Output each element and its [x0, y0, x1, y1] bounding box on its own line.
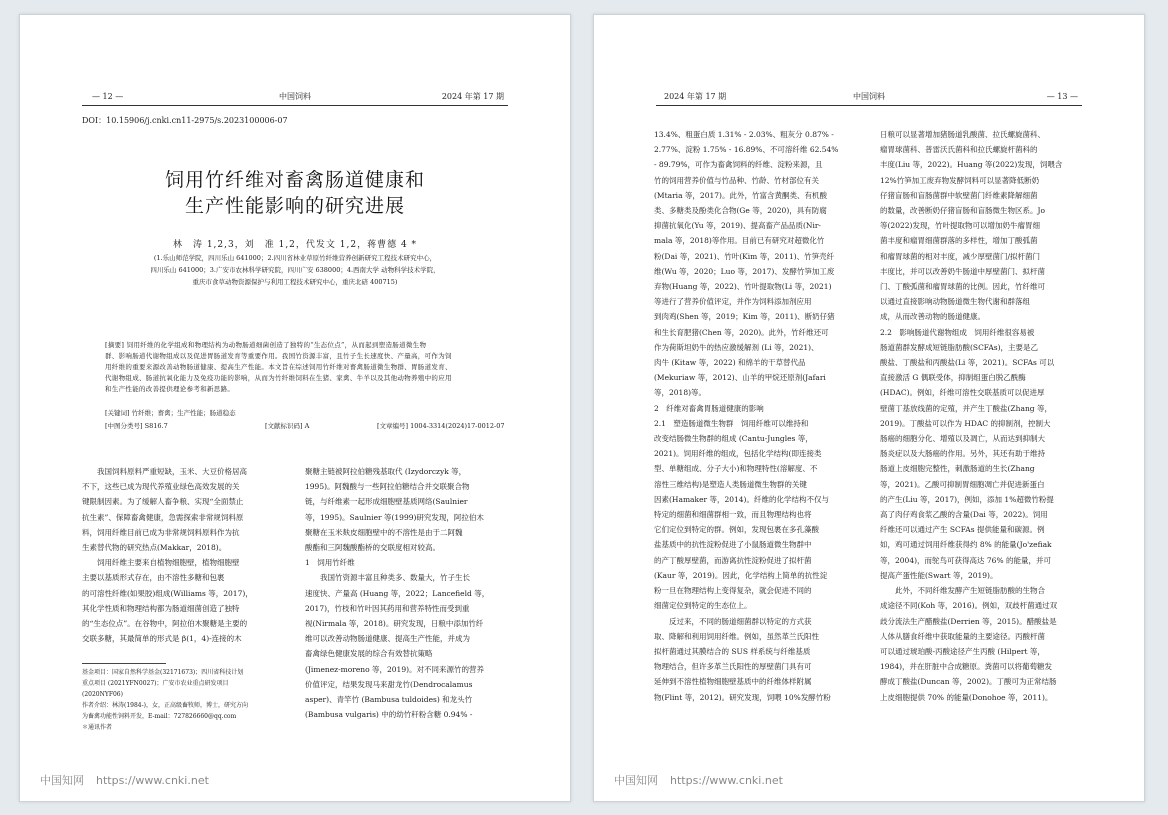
footnote-line: (2020NYF06): [82, 691, 123, 698]
paragraph-line: 链，与纤维素一起形成细胞壁基质网络(Saulnier: [305, 497, 468, 507]
paragraph-line: 和生长育肥猪(Chen 等，2020)。此外，竹纤维还可: [654, 327, 829, 337]
paragraph-line: 视(Nirmala 等，2018)。研究发现，日粮中添加竹纤: [305, 619, 484, 629]
paragraph-line: 13.4%、粗蛋白质 1.31% - 2.03%、粗灰分 0.87% -: [654, 130, 834, 139]
paragraph-line: 改变结肠微生物群的组成 (Cantu-Jungles 等，: [654, 434, 813, 444]
paragraph-line: 仔猪盲肠和盲肠菌群中软壁菌门纤维素降解细菌: [880, 190, 1038, 200]
footnotes: [82, 667, 287, 733]
body-column-2: [305, 464, 513, 722]
paragraph: 反过来，不同的肠道细菌群以特定的方式获: [669, 616, 812, 626]
affiliation-line: 重庆市食草动物资源保护与利用工程技术研究中心，重庆北碚 400715): [192, 278, 398, 286]
article-title: [82, 167, 508, 219]
issue-label: 2024 年第 17 期: [664, 92, 727, 101]
paragraph-line: 的可溶性纤维(如果胶)组成(Williams 等，2017)，: [82, 588, 253, 598]
abstract-line: 用纤维的重要来源改善动物肠道健康、提高生产性能。本文旨在综述饲用竹纤维对畜禽肠道微生物群、胃肠道发育、: [105, 363, 452, 371]
paragraph-line: 歧分流法生产醋酸盐(Derrien 等，2015)。醋酸盐是: [880, 616, 1057, 626]
paragraph-line: 可以通过琥珀酸-丙酸途径产生丙酸 (Hilpert 等，: [880, 646, 1045, 656]
paragraph-line: 肠癌的细胞分化、增殖以及凋亡，从而达到抑制大: [880, 434, 1045, 444]
issue-label: 2024 年第 17 期: [441, 92, 504, 101]
paragraph-line: 维可以改善动物肠道健康、提高生产性能，并成为: [305, 634, 470, 644]
abstract-line: 代谢物组成、肠道抗氧化能力及免疫功能的影响，从而为竹纤维饲料在生猪、家禽、牛羊以及其他动物养殖中的应用: [105, 374, 452, 382]
paragraph-line: 酵成丁酸盐(Duncan 等，2002)。丁酸可为正常结肠: [880, 677, 1057, 687]
paragraph-line: 肠道菌群发酵成短链脂肪酸(SCFAs)，主要是乙: [880, 342, 1039, 352]
abstract-line: 和生产性能的改善提供理论参考和新思路。: [105, 385, 235, 393]
footnote-line: 基金项目：国家自然科学基金(32171673)；四川省科技计划: [82, 669, 244, 676]
affiliations: [110, 252, 480, 288]
paragraph-line: 其化学性质和物理结构都为肠道细菌创造了独特: [82, 603, 240, 613]
paragraph-line: 物理结合，但许多革兰氏阳性的厚壁菌门具有可: [654, 662, 812, 672]
paragraph-line: 主要以基质形式存在，由不溶性多糖和包裹: [82, 573, 225, 583]
paragraph: 我国饲料原料严重短缺，玉米、大豆价格居高: [97, 467, 247, 476]
paragraph-line: 特定的细菌和细菌群相一致，而且物理结构也将: [654, 510, 812, 520]
journal-name: 中国饲料: [279, 92, 311, 101]
paragraph-line: 生素替代物的研究热点(Makkar，2018)。: [82, 543, 227, 553]
paragraph-line: 门、丁酸弧菌和瘤胃球菌的比例。因此，竹纤维可: [880, 282, 1045, 292]
paragraph-line: 的“生态位点”。在谷物中，阿拉伯木聚糖是主要的: [82, 619, 248, 629]
paragraph-line: 等，2018)等。: [654, 388, 707, 398]
paragraph-line: 上皮细胞提供 70% 的能量(Donohoe 等，2011)。: [880, 692, 1053, 702]
paragraph-line: 瘤胃球菌科、普雷沃氏菌科和拉氏螺旋杆菌科的: [880, 145, 1038, 155]
doi: DOI：10.15906/j.cnki.cn11-2975/s.2023100006-07: [82, 116, 288, 125]
paragraph-line: 拟杆菌通过其膜结合的 SUS 样系统与纤维基质: [654, 646, 811, 656]
paragraph-line: (Kaur 等，2019)。因此，化学结构上简单的抗性淀: [654, 570, 828, 580]
paragraph-line: 抗生素”、保障畜禽健康，急需探索非常规饲料原: [82, 512, 244, 522]
paragraph-line: 因素(Hamaker 等，2014)。纤维的化学结构不仅与: [654, 494, 829, 504]
paragraph-line: 纤维还可以通过产生 SCFAs 提供能量和碳源。例: [880, 525, 1045, 535]
body-column-2: [880, 127, 1090, 705]
page-right: [593, 14, 1145, 802]
paragraph-line: mala 等，2018)等作用。目前已有研究对超微化竹: [654, 236, 825, 246]
paragraph-line: 丰度比，并可以改善奶牛肠道中厚壁菌门、拟杆菌: [880, 266, 1045, 276]
page-number: — 13 —: [1046, 92, 1078, 101]
paragraph-line: 粉一旦在物理结构上变得复杂，就会促进不同的: [654, 586, 812, 596]
paragraph-line: 弃物(Huang 等，2022)、竹叶提取物(Li 等，2021): [654, 282, 832, 292]
paragraph-line: 键限制因素。为了缓解人畜争粮、实现“全面禁止: [82, 497, 244, 507]
paragraph-line: (HDAC)。例如，纤维可溶性交联基质可以促进厚: [880, 388, 1045, 398]
title-line: 饲用竹纤维对畜禽肠道健康和: [164, 169, 425, 191]
body-column-1: [82, 464, 287, 646]
paragraph-line: 等进行了营养价值评定，并作为饲料添加剂应用: [654, 297, 812, 307]
paragraph-line: 交联多糖，其最简单的形式是 β(1，4)-连接的木: [82, 634, 242, 644]
body-column-1: [654, 127, 864, 705]
paragraph-line: 粉(Dai 等，2021)、竹叶(Kim 等，2011)、竹笋壳纤: [654, 251, 835, 261]
subsection-heading: 2.2 影响肠道代谢物组成 饲用纤维很容易被: [880, 327, 1035, 337]
keywords: [关键词] 竹纤维；畜禽；生产性能；肠道稳态: [105, 409, 236, 417]
paragraph-line: 它们定位到特定的群。例如，发现包裹在多孔藻酸: [654, 525, 819, 535]
paragraph-line: 酸酯和三阿魏酸酯桥的交联度相对较高。: [305, 543, 440, 553]
paragraph-line: 2017)，竹枝和竹叶因其药用和营养特性而受到重: [305, 603, 470, 613]
paragraph: 饲用纤维主要来自植物细胞壁，植物细胞壁: [97, 558, 240, 568]
paragraph-line: 抑菌抗氧化(Yu 等，2019)、提高畜产品品质(Nir-: [654, 221, 821, 231]
page-number: — 12 —: [92, 92, 124, 101]
paragraph-line: 菌丰度和瘤胃细菌群落的多样性，增加丁酸弧菌: [880, 236, 1038, 246]
paragraph-line: (Mekuriaw 等，2012)、山羊的甲烷还原剂(Jafari: [654, 373, 826, 383]
paragraph-line: 物(Flint 等，2012)。研究发现，饲喂 10%发酵竹粉: [654, 692, 831, 702]
running-header: [656, 91, 1082, 106]
footnote-line: 作者介绍：林涛(1984-)，女，正高级畜牧师，博士，研究方向: [82, 702, 248, 709]
paragraph-line: 溶性三维结构)是塑造人类肠道微生物群的关键: [654, 479, 807, 489]
paragraph-line: 和瘤胃球菌的相对丰度，减少厚壁菌门/拟杆菌门: [880, 251, 1041, 261]
paragraph-line: 1995)。阿魏酸与一些阿拉伯糖结合并交联聚合物: [305, 482, 470, 492]
watermark-brand: 中国知网: [40, 774, 84, 787]
watermark-url: https://www.cnki.net: [670, 774, 783, 787]
watermark-brand: 中国知网: [614, 774, 658, 787]
paragraph-line: (Jimenez-moreno 等，2019)。对不同来源竹的营养: [305, 664, 485, 674]
paragraph-line: 的数量，改善断奶仔猪盲肠和盲肠微生物区系。Jo: [880, 206, 1046, 216]
paragraph-line: - 89.79%，可作为畜禽饲料的纤维、淀粉来源，且: [654, 160, 823, 170]
paragraph-line: 壁菌丁基放线菌的定殖，并产生丁酸盐(Zhang 等，: [880, 403, 1052, 413]
authors: 林 涛 1,2,3，刘 准 1,2，代发文 1,2，蒋曹德 4 *: [172, 240, 418, 250]
affiliation-line: 四川乐山 641000；3.广安市农林科学研究院，四川广安 638000；4.西南大学 动物科学技术学院，: [150, 266, 440, 274]
paragraph-line: 人体从膳食纤维中获取能量的主要途径。丙酸杆菌: [880, 631, 1045, 641]
cnki-watermark: [614, 772, 783, 788]
paragraph-line: 1984)，并在肝脏中合成糖原。粪菌可以将葡萄糖发: [880, 662, 1053, 672]
paragraph-line: 肠道上皮细胞完整性，刺激肠道的生长(Zhang: [880, 464, 1035, 474]
watermark-url: https://www.cnki.net: [96, 774, 209, 787]
paragraph-line: 维(Wu 等，2020；Luo 等，2017)、发酵竹笋加工废: [654, 266, 835, 276]
abstract: [105, 340, 495, 395]
paragraph-line: 肠炎症以及大肠癌的作用。另外，其还有助于维持: [880, 449, 1045, 459]
footnote-line: 为畜禽功能性饲料开发，E-mail：727826660@qq.com: [82, 713, 237, 720]
paragraph-line: 类、多糖类及酚类化合物(Ge 等，2020)，具有防腐: [654, 206, 827, 216]
paragraph-line: 丰度(Liu 等，2022)。Huang 等(2022)发现，饲喂含: [880, 160, 1063, 170]
paragraph-line: 盐基质中的抗性淀粉促进了小鼠肠道微生物群中: [654, 540, 812, 550]
affiliation-line: (1.乐山师范学院，四川乐山 641000；2.四川省林业草原竹纤维营养创新研究工程技术研究中心，: [153, 254, 437, 262]
section-heading: 2 纤维对畜禽胃肠道健康的影响: [654, 403, 764, 413]
running-header: [82, 91, 508, 106]
paragraph-line: 日粮可以显著增加猪肠道乳酸菌、拉氏螺旋菌科、: [880, 130, 1045, 139]
paragraph-line: 12%竹笋加工废弃物发酵饲料可以显著降低断奶: [880, 175, 1040, 185]
abstract-line: [摘要] 饲用纤维的化学组成和物理结构为动物肠道细菌创造了独特的“生态位点”，从而起到塑造肠道微生物: [105, 341, 427, 349]
paragraph-line: 2021)。饲用纤维的组成，包括化学结构(即连接类: [654, 449, 822, 459]
paragraph-line: 畜禽绿色健康发展的综合有效替抗策略: [305, 649, 433, 659]
paragraph-line: 取、降解和利用饲用纤维。例如，虽然革兰氏阳性: [654, 631, 819, 641]
footnote-line: 重点项目 (2021YFN0027)；广安市农业重点研发项目: [82, 680, 229, 687]
page-left: [19, 14, 571, 802]
paragraph-line: 作为荷斯坦奶牛的热应激缓解剂 (Li 等，2021)、: [654, 342, 819, 352]
paragraph-line: 成，从而改善动物的肠道健康。: [880, 312, 985, 322]
document-code: [文献标识码] A: [265, 422, 310, 430]
paragraph-line: 细菌定位到特定的生态位上。: [654, 601, 752, 611]
paragraph-line: 的产生(Liu 等，2017)，例如，添加 1%超微竹粉提: [880, 494, 1054, 504]
journal-name: 中国饲料: [853, 92, 885, 101]
paragraph-line: 成途径不同(Koh 等，2016)。例如，双歧杆菌通过双: [880, 601, 1058, 611]
paragraph-line: 型、单糖组成、分子大小)和物理特性(溶解度、不: [654, 464, 818, 474]
paragraph-line: 到肉鸡(Shen 等，2019；Kim 等，2011)、断奶仔猪: [654, 312, 835, 322]
paragraph-line: asper)、青竿竹 (Bambusa tuldoides) 和龙头竹: [305, 695, 473, 705]
subsection-heading: 2.1 塑造肠道微生物群 饲用纤维可以维持和: [654, 418, 809, 428]
abstract-line: 群、影响肠道代谢物组成以及促进胃肠道发育等重要作用。我国竹资源丰富，且竹子生长速度快、产量高，可作为饲: [105, 352, 452, 360]
paragraph-line: 竹的饲用营养价值与竹品种、竹龄、竹材部位有关: [654, 175, 819, 185]
paragraph-line: 2019)。丁酸盐可以作为 HDAC 的抑制剂，控制大: [880, 418, 1051, 428]
footnote-line: ＊通讯作者: [82, 724, 113, 731]
paragraph: 我国竹资源丰富且种类多、数量大，竹子生长: [320, 573, 470, 583]
paragraph-line: 提高产蛋性能(Swart 等，2019)。: [880, 570, 998, 580]
paragraph-line: 肉牛 (Kitaw 等，2022) 和绵羊的干草替代品: [654, 358, 806, 368]
paragraph-line: 直接激活 G 偶联受体，抑制组蛋白脱乙酰酶: [880, 373, 1026, 383]
footnote-divider: [82, 663, 166, 664]
cnki-watermark: [40, 772, 209, 788]
paragraph-line: 如，鸡可通过饲用纤维获得约 8% 的能量(Jo'zefiak: [880, 540, 1052, 550]
paragraph-line: 料，饲用纤维目前已成为非常规饲料原料作为抗: [82, 527, 240, 537]
paragraph-line: 以通过直接影响动物肠道微生物代谢和群落组: [880, 297, 1030, 307]
paragraph-line: 酸盐、丁酸盐和丙酸盐(Li 等，2021)。SCFAs 可以: [880, 358, 1055, 368]
paragraph-line: 聚糖在玉米麸皮细胞壁中的不溶性是由于二阿魏: [305, 527, 463, 537]
paragraph-line: 2.77%、淀粉 1.75% - 16.89%、不可溶纤维 62.54%: [654, 145, 839, 155]
paragraph-line: 延伸到不溶性植物细胞壁基质中的纤维体样附属: [654, 677, 812, 687]
paragraph-line: (Bambusa vulgaris) 中的幼竹秆粉含糖 0.94% -: [305, 710, 473, 720]
clc-number: [中图分类号] S816.7: [105, 422, 168, 430]
paragraph-line: 不下，这些已成为现代养殖业绿色高效发展的关: [82, 482, 240, 492]
paragraph-line: 等，1995)。Saulnier 等(1999)研究发现，阿拉伯木: [305, 512, 484, 522]
paragraph-line: 聚糖主链被阿拉伯糖残基取代 (Izydorczyk 等，: [305, 467, 467, 476]
paragraph-line: (Mtaria 等，2017)。此外，竹富含黄酮类、有机酸: [654, 190, 827, 200]
paragraph-line: 等(2022)发现，竹叶提取物可以增加奶牛瘤胃细: [880, 221, 1040, 231]
title-line: 生产性能影响的研究进展: [184, 195, 405, 217]
paragraph-line: 等，2004)，而鸵鸟可获得高达 76% 的能量，并可: [880, 555, 1051, 565]
article-number: [文章编号] 1004-3314(2024)17-0012-07: [377, 422, 505, 430]
paragraph-line: 的产丁酸厚壁菌，而游离抗性淀粉促进了拟杆菌: [654, 555, 812, 565]
paragraph-line: 速度快、产量高 (Huang 等，2022；Lancefield 等，: [305, 588, 490, 598]
section-heading: 1 饲用竹纤维: [305, 558, 355, 568]
paragraph-line: 价值评定，结果发现马来甜龙竹(Dendrocalamus: [305, 679, 473, 689]
paragraph-line: 高了肉仔鸡食浆乙酸的含量(Dai 等，2022)。饲用: [880, 510, 1048, 520]
paragraph: 此外，不同纤维发酵产生短链脂肪酸的生物合: [895, 586, 1045, 596]
paragraph-line: 等，2021)。乙酸可抑制胃细胞凋亡并促进新蛋白: [880, 479, 1045, 489]
